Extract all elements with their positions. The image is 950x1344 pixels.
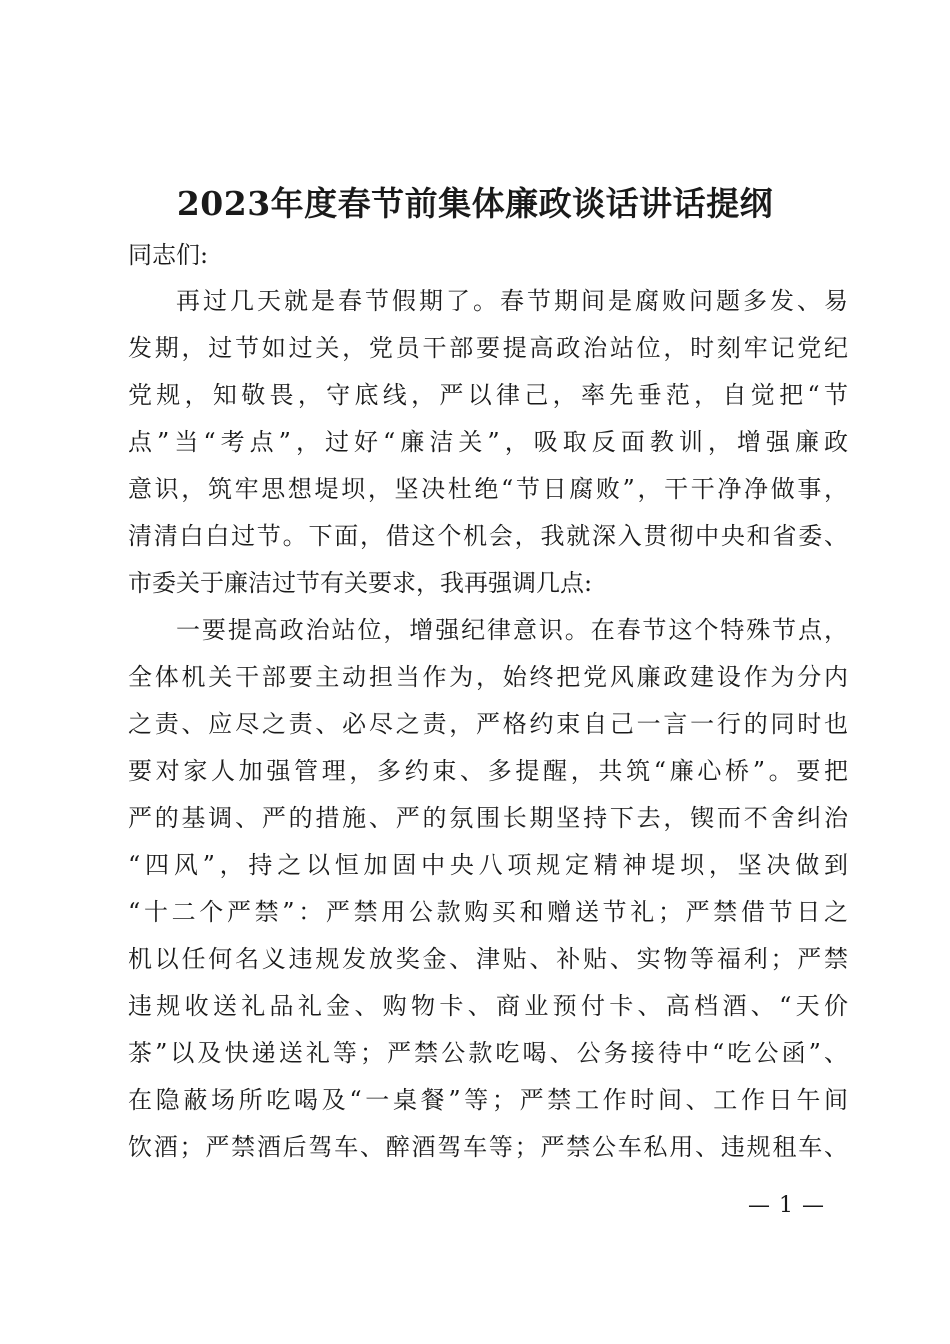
salutation: 同志们:: [128, 241, 209, 269]
text-line: 严的基调、严的措施、严的氛围长期坚持下去，锲而不舍纠治: [128, 804, 848, 832]
text-line: 发期，过节如过关，党员干部要提高政治站位，时刻牢记党纪: [128, 334, 848, 362]
text-line: 清清白白过节。下面，借这个机会，我就深入贯彻中央和省委、: [128, 522, 848, 550]
text-line: 点”当“考点”，过好“廉洁关”，吸取反面教训，增强廉政: [128, 428, 848, 456]
document-title: 2023年度春节前集体廉政谈话讲话提纲: [176, 184, 774, 223]
paragraph-2: [128, 607, 848, 1171]
document-body: [128, 278, 848, 1171]
text-line: 机以任何名义违规发放奖金、津贴、补贴、实物等福利；严禁: [128, 945, 848, 973]
text-line: 饮酒；严禁酒后驾车、醉酒驾车等；严禁公车私用、违规租车、: [128, 1133, 848, 1161]
text-line: 市委关于廉洁过节有关要求，我再强调几点:: [128, 569, 593, 597]
text-line: 之责、应尽之责、必尽之责，严格约束自己一言一行的同时也: [128, 710, 848, 738]
text-line: 要对家人加强管理，多约束、多提醒，共筑“廉心桥”。要把: [128, 757, 848, 785]
text-line: 茶”以及快递送礼等；严禁公款吃喝、公务接待中“吃公函”、: [128, 1039, 848, 1067]
text-line: 在隐蔽场所吃喝及“一桌餐”等；严禁工作时间、工作日午间: [128, 1086, 848, 1114]
text-line: “十二个严禁”：严禁用公款购买和赠送节礼；严禁借节日之: [128, 898, 848, 926]
page-number: — 1 —: [748, 1193, 825, 1218]
text-line: 全体机关干部要主动担当作为，始终把党风廉政建设作为分内: [128, 663, 848, 691]
text-line: 再过几天就是春节假期了。春节期间是腐败问题多发、易: [176, 287, 848, 315]
text-line: 党规，知敬畏，守底线，严以律己，率先垂范，自觉把“节: [128, 381, 848, 409]
text-line: 意识，筑牢思想堤坝，坚决杜绝“节日腐败”，干干净净做事，: [128, 475, 848, 503]
paragraph-1: [128, 278, 848, 607]
text-line: “四风”，持之以恒加固中央八项规定精神堤坝，坚决做到: [128, 851, 848, 879]
text-line: 一要提高政治站位，增强纪律意识。在春节这个特殊节点，: [176, 616, 848, 644]
text-line: 违规收送礼品礼金、购物卡、商业预付卡、高档酒、“天价: [128, 992, 848, 1020]
